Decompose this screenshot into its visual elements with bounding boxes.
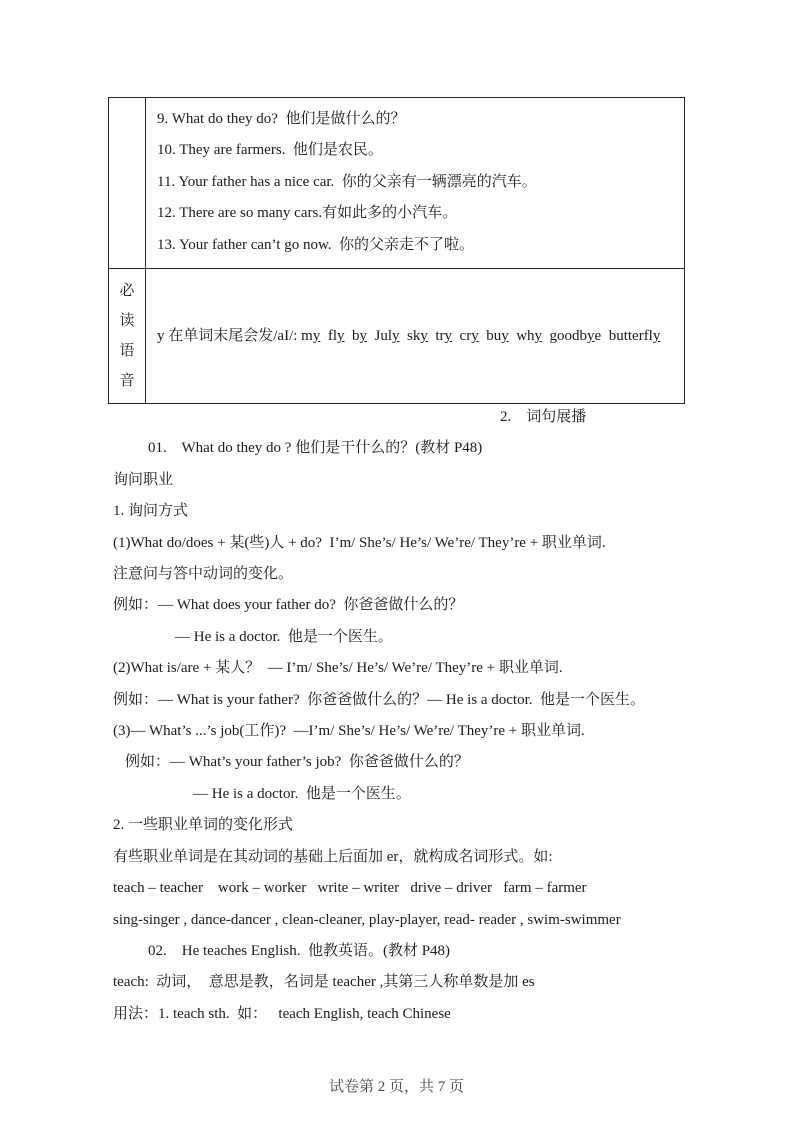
phonics-word: by — [352, 328, 367, 344]
phonics-word: goodbye — [549, 328, 602, 344]
row-label-char: 必 — [119, 283, 135, 299]
page-footer — [0, 1072, 793, 1103]
phonics-word: fly — [327, 328, 345, 344]
table-row-sentences — [109, 98, 685, 269]
sentence-list — [157, 104, 678, 261]
paragraph: 询问职业 — [113, 471, 174, 488]
row-label-char: 语 — [119, 343, 135, 359]
phonics-word: buy — [486, 328, 509, 344]
phrases-table — [108, 97, 685, 404]
paragraph: (1)What do/does + 某(些)人 + do? I’m/ She’s/ He’s/ We’re/ They’re + 职业单词. — [113, 534, 606, 551]
paragraph: 例如：— What does your father do? 你爸爸做什么的？ — [113, 597, 464, 614]
paragraph: 用法：1. teach sth. 如： teach English, teach Chinese — [113, 1005, 451, 1022]
page-number-text: 试卷第 2 页，共 7 页 — [328, 1079, 464, 1095]
table-row1-label-cell — [109, 98, 146, 269]
paragraph: 1. 询问方式 — [113, 503, 189, 520]
phonics-word: cry — [459, 328, 479, 344]
sentence-line: 12. There are so many cars.有如此多的小汽车。 — [157, 205, 458, 222]
phonics-word: try — [435, 328, 453, 344]
table-row2-label-cell — [109, 269, 146, 404]
paragraph: 有些职业单词是在其动词的基础上后面加 er，就构成名词形式。如: — [113, 848, 553, 865]
paragraph: — He is a doctor. 他是一个医生。 — [193, 785, 411, 802]
phonics-content-cell — [146, 269, 685, 404]
phonics-word: July — [374, 328, 400, 344]
sentence-line: 11. Your father has a nice car. 你的父亲有一辆漂亮的汽车。 — [157, 173, 537, 190]
table-row-phonics — [109, 269, 685, 404]
paragraph: 例如：— What’s your father’s job? 你爸爸做什么的？ — [125, 754, 469, 771]
phonics-word: sky — [407, 328, 428, 344]
row-label-char: 读 — [119, 313, 135, 329]
paragraph: (3)— What’s ...’s job(工作)? —I’m/ She’s/ He’s/ We’re/ They’re + 职业单词. — [113, 723, 585, 740]
main-content — [113, 397, 738, 1030]
paragraph: teach – teacher work – worker write – writer drive – driver farm – farmer — [113, 880, 587, 897]
paragraph: 2. 一些职业单词的变化形式 — [113, 817, 294, 834]
row-label-char: 音 — [119, 373, 135, 389]
sentence-line: 9. What do they do? 他们是做什么的？ — [157, 111, 406, 127]
paragraph: 注意问与答中动词的变化。 — [113, 566, 294, 583]
phonics-word: butterfly — [608, 328, 661, 344]
paragraph: 2. 词句展播 — [500, 409, 587, 425]
paragraph: (2)What is/are + 某人？ — I’m/ She’s/ He’s/ We’re/ They’re + 职业单词. — [113, 660, 563, 677]
phonics-row-label — [109, 276, 145, 396]
paragraph: 例如：— What is your father? 你爸爸做什么的？— He is a doctor. 他是一个医生。 — [113, 691, 646, 708]
phonics-word: why — [516, 328, 543, 344]
sentence-line: 10. They are farmers. 他们是农民。 — [157, 142, 383, 159]
paragraph: 02. He teaches English. 他教英语。(教材 P48) — [148, 942, 451, 959]
phonics-line: y 在单词末尾会发/aI/: my fly by July sky try cry buy why goodbye butterfly — [157, 328, 661, 344]
paragraph: sing-singer , dance-dancer , clean-cleaner, play-player, read- reader , swim-swimmer — [113, 911, 621, 928]
phonics-word: my — [301, 328, 321, 344]
table-row1-content-cell — [146, 98, 685, 269]
paragraph: teach: 动词， 意思是教，名词是 teacher ,其第三人称单数是加 es — [113, 974, 535, 991]
paragraph: — He is a doctor. 他是一个医生。 — [175, 628, 393, 645]
sentence-line: 13. Your father can’t go now. 你的父亲走不了啦。 — [157, 236, 475, 253]
paragraph: 01. What do they do ? 他们是干什么的？(教材 P48) — [148, 440, 483, 457]
